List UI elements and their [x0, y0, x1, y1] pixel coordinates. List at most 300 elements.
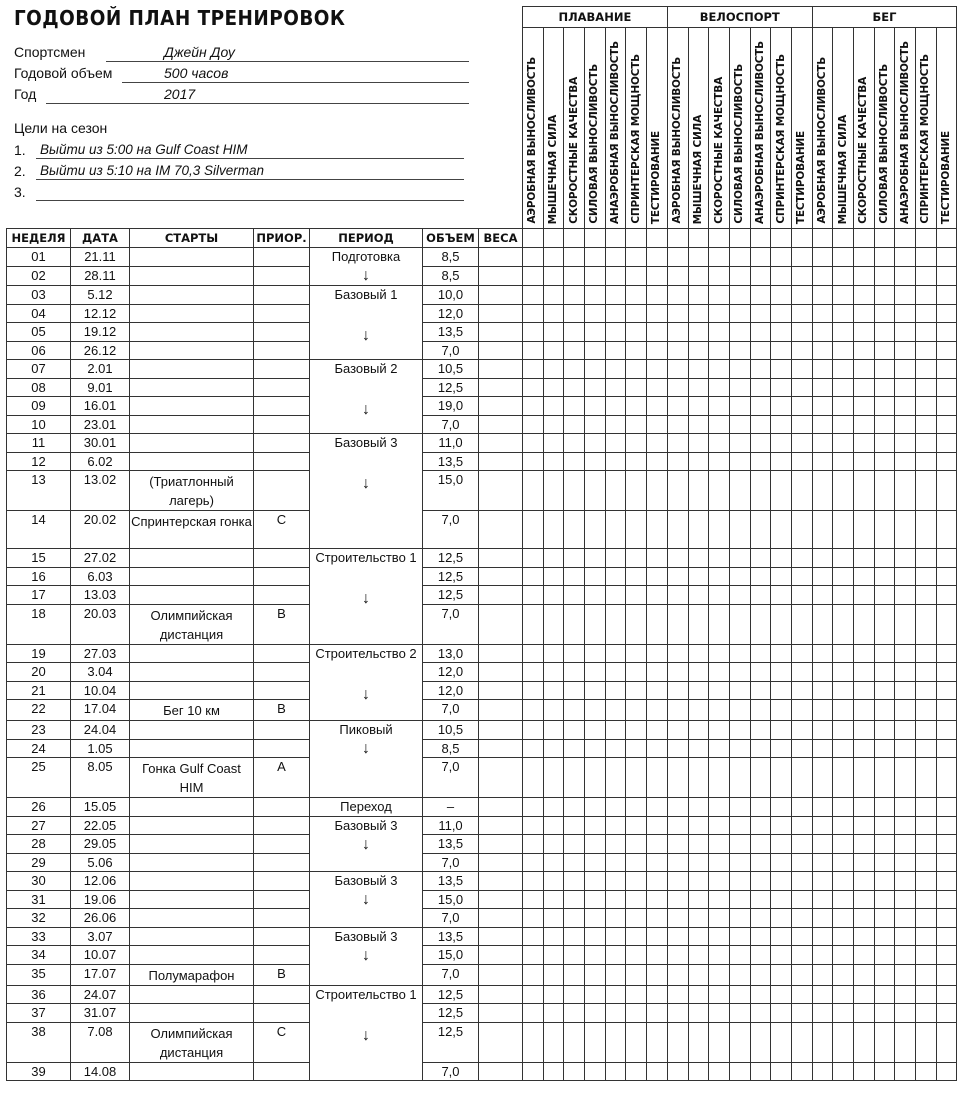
ability-cell[interactable] [791, 700, 812, 721]
ability-cell[interactable] [729, 681, 750, 700]
ability-cell[interactable] [874, 700, 895, 721]
ability-cell[interactable] [585, 798, 606, 817]
ability-cell[interactable] [771, 644, 792, 663]
ability-cell[interactable] [854, 397, 875, 416]
ability-cell[interactable] [688, 1062, 709, 1081]
ability-cell[interactable] [647, 286, 668, 305]
ability-cell[interactable] [750, 452, 771, 471]
ability-cell[interactable] [585, 397, 606, 416]
ability-cell[interactable] [667, 604, 688, 644]
ability-cell[interactable] [895, 1004, 916, 1023]
ability-cell[interactable] [667, 378, 688, 397]
ability-cell[interactable] [688, 586, 709, 605]
ability-cell[interactable] [874, 721, 895, 740]
ability-cell[interactable] [791, 604, 812, 644]
weights-cell[interactable] [479, 267, 523, 286]
ability-cell[interactable] [543, 604, 564, 644]
ability-cell[interactable] [667, 872, 688, 891]
ability-cell[interactable] [936, 872, 957, 891]
ability-cell[interactable] [916, 341, 937, 360]
ability-cell[interactable] [709, 872, 730, 891]
ability-cell[interactable] [543, 267, 564, 286]
ability-cell[interactable] [543, 360, 564, 379]
ability-cell[interactable] [523, 378, 544, 397]
ability-cell[interactable] [688, 360, 709, 379]
ability-cell[interactable] [626, 304, 647, 323]
ability-cell[interactable] [771, 471, 792, 511]
ability-cell[interactable] [750, 985, 771, 1004]
ability-cell[interactable] [564, 835, 585, 854]
ability-cell[interactable] [895, 946, 916, 965]
ability-cell[interactable] [709, 758, 730, 798]
ability-cell[interactable] [936, 267, 957, 286]
ability-cell[interactable] [605, 511, 626, 549]
ability-cell[interactable] [771, 341, 792, 360]
ability-cell[interactable] [709, 341, 730, 360]
ability-cell[interactable] [585, 586, 606, 605]
ability-cell[interactable] [771, 604, 792, 644]
ability-cell[interactable] [812, 700, 833, 721]
ability-cell[interactable] [585, 721, 606, 740]
ability-cell[interactable] [874, 964, 895, 985]
ability-cell[interactable] [543, 434, 564, 453]
ability-cell[interactable] [647, 798, 668, 817]
ability-cell[interactable] [936, 798, 957, 817]
ability-cell[interactable] [688, 304, 709, 323]
ability-cell[interactable] [771, 853, 792, 872]
ability-cell[interactable] [812, 286, 833, 305]
ability-cell[interactable] [874, 397, 895, 416]
ability-cell[interactable] [729, 286, 750, 305]
ability-cell[interactable] [626, 663, 647, 682]
ability-cell[interactable] [626, 1004, 647, 1023]
weights-cell[interactable] [479, 853, 523, 872]
ability-cell[interactable] [895, 721, 916, 740]
ability-cell[interactable] [523, 946, 544, 965]
ability-cell[interactable] [605, 304, 626, 323]
ability-cell[interactable] [647, 360, 668, 379]
ability-cell[interactable] [895, 890, 916, 909]
ability-cell[interactable] [874, 471, 895, 511]
ability-cell[interactable] [564, 434, 585, 453]
ability-cell[interactable] [688, 1022, 709, 1062]
ability-cell[interactable] [605, 985, 626, 1004]
ability-cell[interactable] [791, 1004, 812, 1023]
ability-cell[interactable] [709, 434, 730, 453]
ability-cell[interactable] [791, 739, 812, 758]
ability-cell[interactable] [895, 511, 916, 549]
ability-cell[interactable] [709, 663, 730, 682]
ability-cell[interactable] [791, 471, 812, 511]
ability-cell[interactable] [750, 286, 771, 305]
ability-cell[interactable] [916, 471, 937, 511]
ability-cell[interactable] [626, 549, 647, 568]
weights-cell[interactable] [479, 323, 523, 342]
ability-cell[interactable] [729, 378, 750, 397]
ability-cell[interactable] [729, 927, 750, 946]
ability-cell[interactable] [523, 415, 544, 434]
ability-cell[interactable] [585, 248, 606, 267]
ability-cell[interactable] [812, 323, 833, 342]
ability-cell[interactable] [812, 758, 833, 798]
ability-cell[interactable] [812, 341, 833, 360]
ability-cell[interactable] [936, 304, 957, 323]
ability-cell[interactable] [585, 434, 606, 453]
ability-cell[interactable] [771, 1062, 792, 1081]
ability-cell[interactable] [647, 549, 668, 568]
ability-cell[interactable] [750, 927, 771, 946]
ability-cell[interactable] [543, 341, 564, 360]
ability-cell[interactable] [916, 816, 937, 835]
ability-cell[interactable] [771, 872, 792, 891]
ability-cell[interactable] [543, 835, 564, 854]
ability-cell[interactable] [812, 604, 833, 644]
ability-cell[interactable] [812, 586, 833, 605]
ability-cell[interactable] [874, 985, 895, 1004]
ability-cell[interactable] [771, 378, 792, 397]
ability-cell[interactable] [543, 452, 564, 471]
ability-cell[interactable] [523, 567, 544, 586]
ability-cell[interactable] [812, 681, 833, 700]
ability-cell[interactable] [688, 700, 709, 721]
ability-cell[interactable] [709, 415, 730, 434]
ability-cell[interactable] [833, 1062, 854, 1081]
ability-cell[interactable] [936, 1022, 957, 1062]
ability-cell[interactable] [936, 549, 957, 568]
ability-cell[interactable] [854, 286, 875, 305]
ability-cell[interactable] [916, 604, 937, 644]
ability-cell[interactable] [936, 721, 957, 740]
ability-cell[interactable] [812, 267, 833, 286]
ability-cell[interactable] [936, 739, 957, 758]
ability-cell[interactable] [936, 1004, 957, 1023]
ability-cell[interactable] [874, 663, 895, 682]
ability-cell[interactable] [543, 909, 564, 928]
ability-cell[interactable] [688, 964, 709, 985]
ability-cell[interactable] [916, 286, 937, 305]
ability-cell[interactable] [750, 341, 771, 360]
ability-cell[interactable] [771, 964, 792, 985]
ability-cell[interactable] [605, 434, 626, 453]
ability-cell[interactable] [812, 378, 833, 397]
ability-cell[interactable] [854, 758, 875, 798]
ability-cell[interactable] [750, 360, 771, 379]
ability-cell[interactable] [833, 700, 854, 721]
ability-cell[interactable] [874, 1004, 895, 1023]
ability-cell[interactable] [605, 681, 626, 700]
ability-cell[interactable] [688, 452, 709, 471]
ability-cell[interactable] [771, 397, 792, 416]
ability-cell[interactable] [854, 721, 875, 740]
ability-cell[interactable] [833, 909, 854, 928]
ability-cell[interactable] [750, 604, 771, 644]
ability-cell[interactable] [585, 964, 606, 985]
ability-cell[interactable] [626, 700, 647, 721]
ability-cell[interactable] [585, 360, 606, 379]
ability-cell[interactable] [812, 721, 833, 740]
ability-cell[interactable] [812, 1062, 833, 1081]
ability-cell[interactable] [523, 511, 544, 549]
ability-cell[interactable] [916, 567, 937, 586]
ability-cell[interactable] [647, 1004, 668, 1023]
ability-cell[interactable] [895, 248, 916, 267]
ability-cell[interactable] [750, 964, 771, 985]
ability-cell[interactable] [523, 397, 544, 416]
ability-cell[interactable] [771, 415, 792, 434]
ability-cell[interactable] [833, 567, 854, 586]
ability-cell[interactable] [936, 985, 957, 1004]
ability-cell[interactable] [647, 1022, 668, 1062]
ability-cell[interactable] [564, 267, 585, 286]
ability-cell[interactable] [771, 452, 792, 471]
ability-cell[interactable] [585, 511, 606, 549]
ability-cell[interactable] [564, 586, 585, 605]
ability-cell[interactable] [709, 739, 730, 758]
ability-cell[interactable] [854, 798, 875, 817]
weights-cell[interactable] [479, 567, 523, 586]
ability-cell[interactable] [812, 890, 833, 909]
ability-cell[interactable] [916, 360, 937, 379]
ability-cell[interactable] [688, 286, 709, 305]
ability-cell[interactable] [874, 853, 895, 872]
weights-cell[interactable] [479, 872, 523, 891]
ability-cell[interactable] [523, 739, 544, 758]
ability-cell[interactable] [750, 323, 771, 342]
ability-cell[interactable] [916, 378, 937, 397]
ability-cell[interactable] [936, 471, 957, 511]
ability-cell[interactable] [667, 360, 688, 379]
ability-cell[interactable] [916, 681, 937, 700]
ability-cell[interactable] [854, 452, 875, 471]
ability-cell[interactable] [916, 248, 937, 267]
ability-cell[interactable] [936, 909, 957, 928]
ability-cell[interactable] [874, 816, 895, 835]
ability-cell[interactable] [523, 471, 544, 511]
ability-cell[interactable] [729, 549, 750, 568]
ability-cell[interactable] [833, 1022, 854, 1062]
ability-cell[interactable] [936, 567, 957, 586]
ability-cell[interactable] [936, 644, 957, 663]
ability-cell[interactable] [647, 946, 668, 965]
ability-cell[interactable] [895, 872, 916, 891]
ability-cell[interactable] [854, 909, 875, 928]
ability-cell[interactable] [585, 286, 606, 305]
ability-cell[interactable] [833, 872, 854, 891]
ability-cell[interactable] [874, 511, 895, 549]
ability-cell[interactable] [916, 1022, 937, 1062]
ability-cell[interactable] [605, 604, 626, 644]
ability-cell[interactable] [564, 700, 585, 721]
ability-cell[interactable] [605, 586, 626, 605]
ability-cell[interactable] [895, 909, 916, 928]
ability-cell[interactable] [936, 816, 957, 835]
ability-cell[interactable] [874, 1062, 895, 1081]
ability-cell[interactable] [854, 267, 875, 286]
ability-cell[interactable] [605, 452, 626, 471]
ability-cell[interactable] [729, 304, 750, 323]
ability-cell[interactable] [523, 452, 544, 471]
ability-cell[interactable] [750, 378, 771, 397]
ability-cell[interactable] [916, 304, 937, 323]
ability-cell[interactable] [709, 700, 730, 721]
ability-cell[interactable] [833, 471, 854, 511]
weights-cell[interactable] [479, 739, 523, 758]
ability-cell[interactable] [647, 758, 668, 798]
ability-cell[interactable] [854, 415, 875, 434]
weights-cell[interactable] [479, 816, 523, 835]
ability-cell[interactable] [647, 721, 668, 740]
ability-cell[interactable] [916, 397, 937, 416]
ability-cell[interactable] [833, 267, 854, 286]
ability-cell[interactable] [854, 964, 875, 985]
ability-cell[interactable] [585, 890, 606, 909]
ability-cell[interactable] [709, 1004, 730, 1023]
ability-cell[interactable] [729, 700, 750, 721]
ability-cell[interactable] [709, 323, 730, 342]
ability-cell[interactable] [626, 360, 647, 379]
ability-cell[interactable] [791, 890, 812, 909]
ability-cell[interactable] [667, 721, 688, 740]
ability-cell[interactable] [523, 1004, 544, 1023]
ability-cell[interactable] [585, 835, 606, 854]
ability-cell[interactable] [833, 341, 854, 360]
ability-cell[interactable] [895, 452, 916, 471]
ability-cell[interactable] [833, 890, 854, 909]
ability-cell[interactable] [812, 1004, 833, 1023]
ability-cell[interactable] [543, 567, 564, 586]
ability-cell[interactable] [523, 604, 544, 644]
ability-cell[interactable] [729, 471, 750, 511]
ability-cell[interactable] [564, 1062, 585, 1081]
ability-cell[interactable] [771, 304, 792, 323]
ability-cell[interactable] [750, 798, 771, 817]
ability-cell[interactable] [854, 341, 875, 360]
ability-cell[interactable] [564, 415, 585, 434]
weights-cell[interactable] [479, 604, 523, 644]
ability-cell[interactable] [895, 397, 916, 416]
ability-cell[interactable] [626, 739, 647, 758]
ability-cell[interactable] [564, 248, 585, 267]
ability-cell[interactable] [895, 304, 916, 323]
ability-cell[interactable] [916, 1004, 937, 1023]
ability-cell[interactable] [709, 304, 730, 323]
ability-cell[interactable] [626, 1062, 647, 1081]
ability-cell[interactable] [729, 946, 750, 965]
ability-cell[interactable] [936, 964, 957, 985]
ability-cell[interactable] [564, 739, 585, 758]
ability-cell[interactable] [585, 415, 606, 434]
ability-cell[interactable] [688, 946, 709, 965]
ability-cell[interactable] [688, 798, 709, 817]
ability-cell[interactable] [564, 644, 585, 663]
ability-cell[interactable] [874, 267, 895, 286]
ability-cell[interactable] [812, 739, 833, 758]
ability-cell[interactable] [791, 434, 812, 453]
ability-cell[interactable] [564, 1004, 585, 1023]
ability-cell[interactable] [626, 415, 647, 434]
ability-cell[interactable] [688, 721, 709, 740]
weights-cell[interactable] [479, 644, 523, 663]
ability-cell[interactable] [667, 946, 688, 965]
ability-cell[interactable] [854, 360, 875, 379]
weights-cell[interactable] [479, 798, 523, 817]
ability-cell[interactable] [771, 248, 792, 267]
ability-cell[interactable] [688, 853, 709, 872]
ability-cell[interactable] [564, 604, 585, 644]
ability-cell[interactable] [626, 267, 647, 286]
ability-cell[interactable] [854, 872, 875, 891]
ability-cell[interactable] [667, 909, 688, 928]
ability-cell[interactable] [729, 739, 750, 758]
ability-cell[interactable] [667, 341, 688, 360]
ability-cell[interactable] [626, 758, 647, 798]
ability-cell[interactable] [626, 323, 647, 342]
ability-cell[interactable] [729, 397, 750, 416]
ability-cell[interactable] [647, 397, 668, 416]
ability-cell[interactable] [605, 700, 626, 721]
ability-cell[interactable] [564, 511, 585, 549]
ability-cell[interactable] [543, 872, 564, 891]
ability-cell[interactable] [523, 434, 544, 453]
ability-cell[interactable] [709, 549, 730, 568]
ability-cell[interactable] [750, 816, 771, 835]
ability-cell[interactable] [523, 663, 544, 682]
ability-cell[interactable] [605, 758, 626, 798]
ability-cell[interactable] [916, 872, 937, 891]
ability-cell[interactable] [523, 286, 544, 305]
ability-cell[interactable] [605, 567, 626, 586]
ability-cell[interactable] [771, 798, 792, 817]
ability-cell[interactable] [647, 985, 668, 1004]
ability-cell[interactable] [854, 586, 875, 605]
ability-cell[interactable] [771, 681, 792, 700]
ability-cell[interactable] [791, 511, 812, 549]
ability-cell[interactable] [791, 341, 812, 360]
ability-cell[interactable] [916, 452, 937, 471]
ability-cell[interactable] [791, 286, 812, 305]
ability-cell[interactable] [750, 835, 771, 854]
ability-cell[interactable] [667, 927, 688, 946]
ability-cell[interactable] [936, 1062, 957, 1081]
ability-cell[interactable] [626, 286, 647, 305]
ability-cell[interactable] [543, 323, 564, 342]
ability-cell[interactable] [812, 909, 833, 928]
ability-cell[interactable] [585, 700, 606, 721]
ability-cell[interactable] [750, 721, 771, 740]
ability-cell[interactable] [709, 644, 730, 663]
ability-cell[interactable] [626, 452, 647, 471]
ability-cell[interactable] [523, 681, 544, 700]
ability-cell[interactable] [854, 604, 875, 644]
ability-cell[interactable] [791, 248, 812, 267]
ability-cell[interactable] [543, 1062, 564, 1081]
ability-cell[interactable] [605, 378, 626, 397]
ability-cell[interactable] [523, 1062, 544, 1081]
weights-cell[interactable] [479, 471, 523, 511]
ability-cell[interactable] [543, 946, 564, 965]
ability-cell[interactable] [647, 304, 668, 323]
ability-cell[interactable] [523, 1022, 544, 1062]
ability-cell[interactable] [874, 890, 895, 909]
ability-cell[interactable] [585, 853, 606, 872]
ability-cell[interactable] [750, 267, 771, 286]
ability-cell[interactable] [729, 1004, 750, 1023]
ability-cell[interactable] [833, 964, 854, 985]
ability-cell[interactable] [874, 1022, 895, 1062]
ability-cell[interactable] [688, 927, 709, 946]
ability-cell[interactable] [791, 835, 812, 854]
ability-cell[interactable] [543, 721, 564, 740]
